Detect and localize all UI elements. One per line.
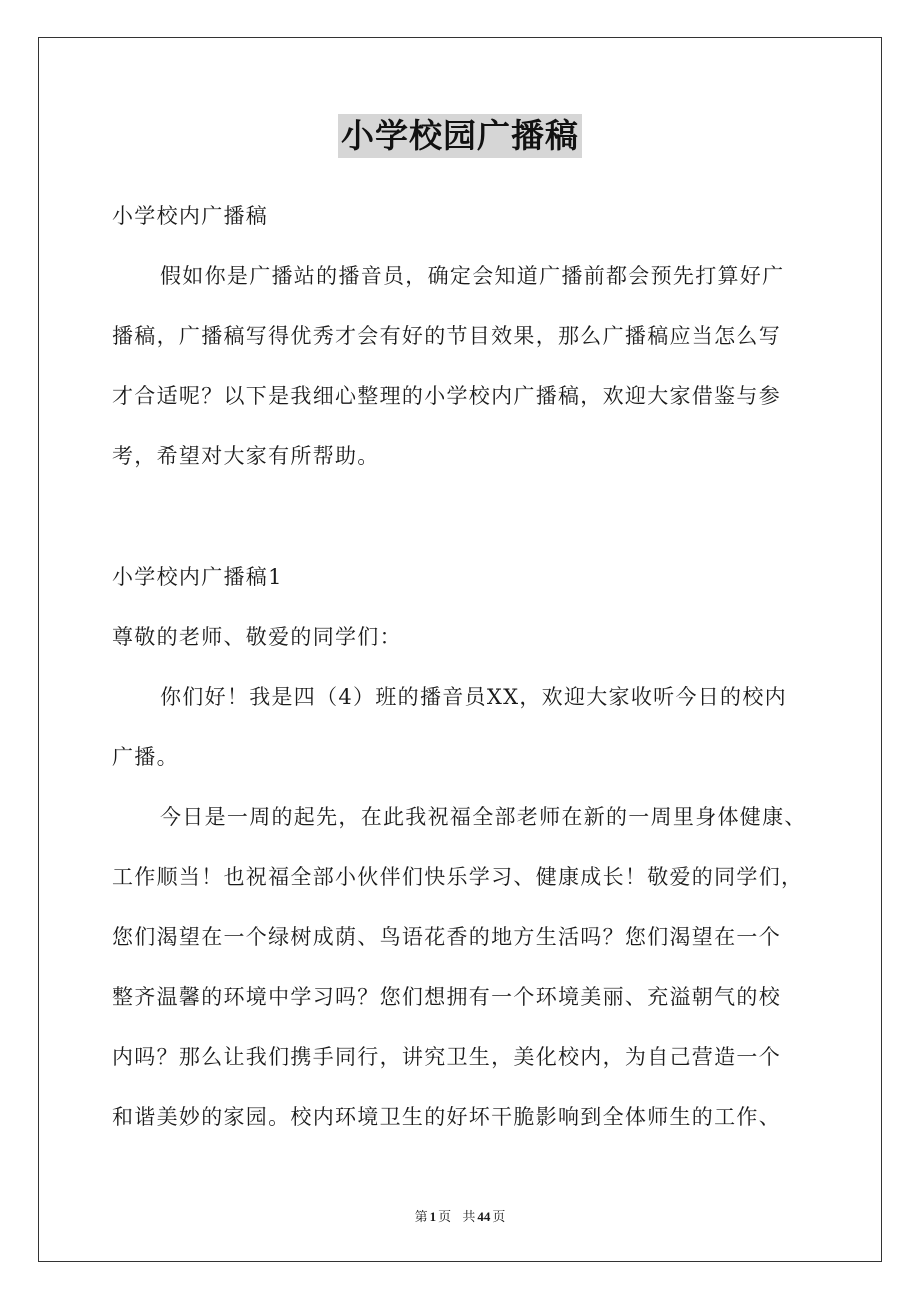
page-footer (0, 1206, 920, 1225)
paragraph-line: 内吗？那么让我们携手同行，讲究卫生，美化校内，为自己营造一个 (112, 1045, 781, 1069)
page-suffix: 页 (438, 1209, 452, 1224)
page-label: 第 (414, 1209, 428, 1224)
salutation: 尊敬的老师、敬爱的同学们： (112, 625, 402, 649)
intro-heading: 小学校内广播稿 (112, 204, 269, 228)
total-pages: 44 (477, 1209, 491, 1224)
total-suffix: 页 (492, 1209, 506, 1224)
paragraph-line: 你们好！我是四（4）班的播音员XX，欢迎大家收听今日的校内 (160, 685, 787, 709)
paragraph-line: 广播。 (112, 745, 179, 769)
paragraph-line: 今日是一周的起先，在此我祝福全部老师在新的一周里身体健康、 (160, 805, 807, 829)
document-title: 小学校园广播稿 (338, 114, 582, 158)
paragraph-line: 假如你是广播站的播音员，确定会知道广播前都会预先打算好广 (160, 264, 785, 288)
paragraph-line: 和谐美妙的家园。校内环境卫生的好坏干脆影响到全体师生的工作、 (112, 1105, 781, 1129)
page-number: 1 (429, 1209, 437, 1224)
title-container (0, 114, 920, 158)
total-label: 共 (462, 1209, 476, 1224)
paragraph-line: 整齐温馨的环境中学习吗？您们想拥有一个环境美丽、充溢朝气的校 (112, 985, 781, 1009)
paragraph-line: 才合适呢？以下是我细心整理的小学校内广播稿，欢迎大家借鉴与参 (112, 384, 781, 408)
paragraph-line: 工作顺当！也祝福全部小伙伴们快乐学习、健康成长！敬爱的同学们， (112, 865, 804, 889)
paragraph-line: 您们渴望在一个绿树成荫、鸟语花香的地方生活吗？您们渴望在一个 (112, 925, 781, 949)
paragraph-line: 考，希望对大家有所帮助。 (112, 444, 380, 468)
page-indicator (413, 1209, 454, 1224)
section-heading: 小学校内广播稿1 (112, 565, 283, 589)
paragraph-line: 播稿，广播稿写得优秀才会有好的节目效果，那么广播稿应当怎么写 (112, 324, 781, 348)
total-indicator (460, 1209, 507, 1224)
